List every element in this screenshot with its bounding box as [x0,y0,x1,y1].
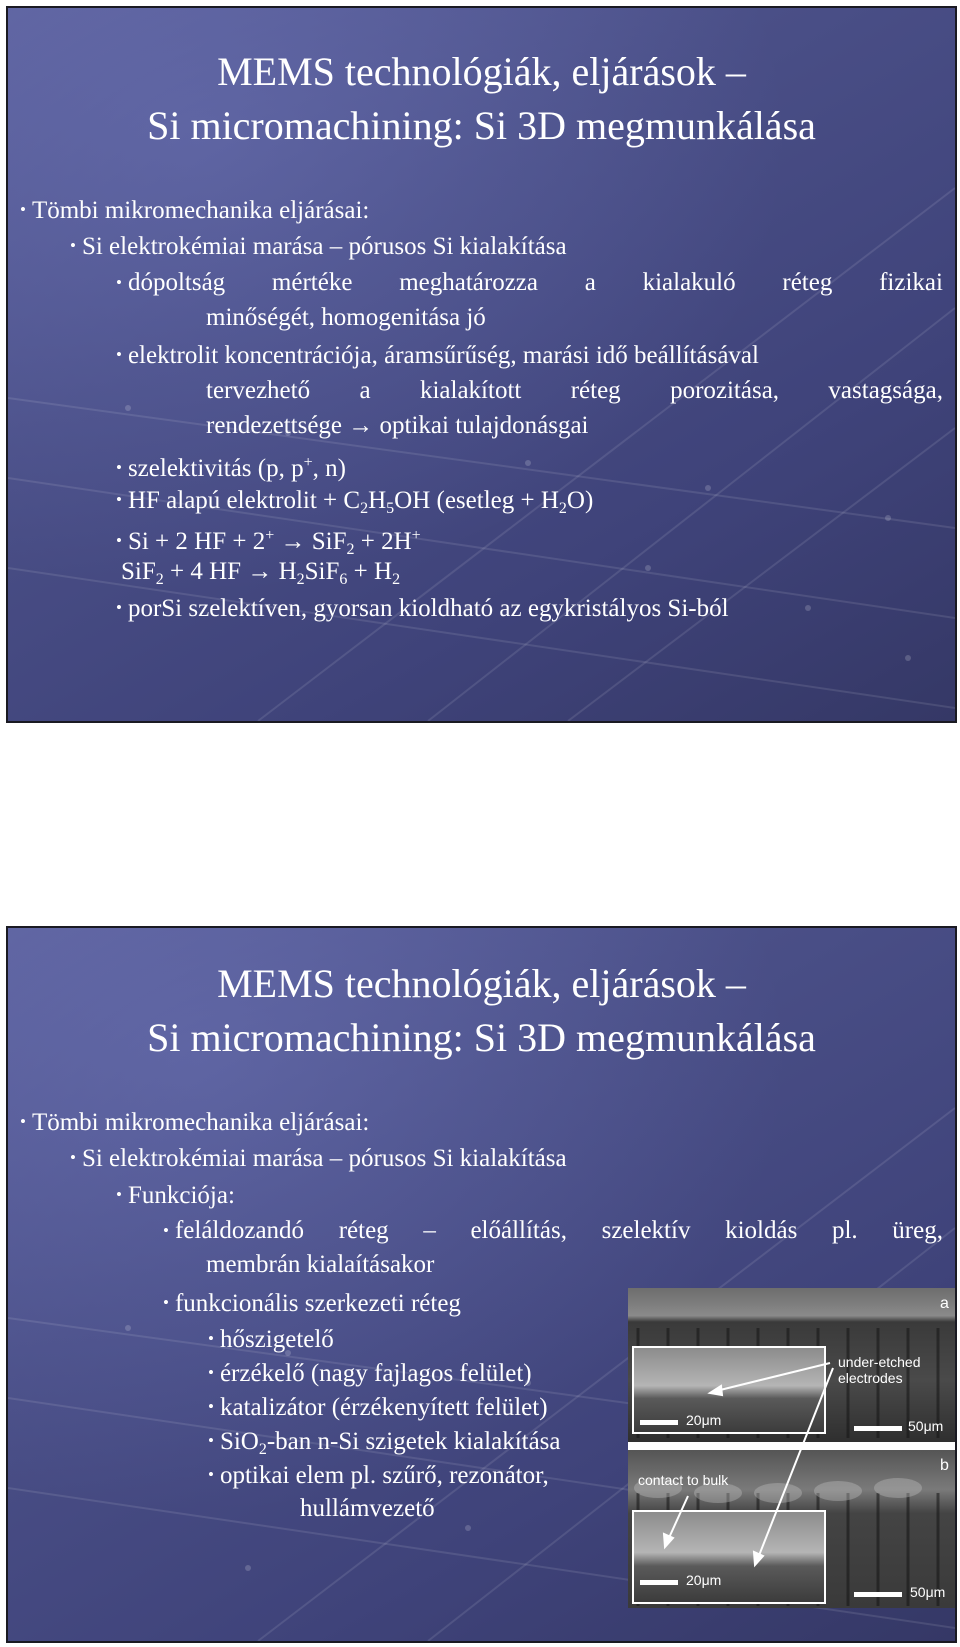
bullet-icon: • [20,200,26,219]
bullet-icon: • [116,490,122,509]
bullet-icon: • [163,1221,169,1240]
bullet-level-1 [20,195,369,226]
word: meghatározza [399,269,538,296]
word: üreg, [892,1217,943,1244]
word: porozitása, [670,377,780,404]
justified-text [128,268,943,298]
word: dópoltság [127,269,226,296]
subscript: 5 [386,500,395,517]
bullet-icon: • [20,1112,26,1131]
sem-micrograph [628,1288,956,1608]
bullet-doping-continued: minőségét, homogenitása jó [206,304,486,331]
bullet-text: hőszigetelő [219,1326,334,1353]
slide-title-line-2: Si micromachining: Si 3D megmunkálása [147,1015,816,1060]
text: + 4 HF → H [163,558,297,585]
bullet-text: katalizátor (érzékenyített felület) [219,1394,548,1421]
bullet-icon: • [116,598,122,617]
text: O) [566,487,594,514]
panel-label-b: b [940,1457,949,1474]
bullet-icon: • [208,1363,214,1382]
slide-2 [6,926,957,1643]
slide-title-line-1: MEMS technológiák, eljárások – [217,49,746,94]
slide-title-line-1: MEMS technológiák, eljárások – [217,961,746,1006]
scale-label-20um-b: 20μm [686,1572,722,1588]
bullet-electrolyte-line-2 [206,376,943,406]
bullet-sensor [208,1358,532,1389]
text: -ban n-Si szigetek kialakítása [266,1428,561,1455]
superscript: + [303,454,313,471]
word: réteg [338,1217,389,1244]
bullet-hf-electrolyte [116,485,593,524]
text: H [368,487,387,514]
word: pl. [831,1217,858,1244]
text: SiF [121,558,156,585]
bullet-text: Si elektrokémiai marása – pórusos Si kialakítása [81,233,567,260]
bullet-level-3 [116,1180,235,1211]
text: OH (esetleg + H [394,487,559,514]
subscript: 6 [339,571,348,588]
bullet-text: Funkciója: [127,1182,235,1209]
text: SiF [304,558,340,585]
bullet-sacrificial-continued: membrán kialaításakor [206,1251,435,1278]
bullet-icon: • [116,458,122,477]
word: réteg [570,377,621,404]
bullet-selectivity [116,448,346,484]
bullet-text: porSi szelektíven, gyorsan kioldható az egykristályos Si-ból [127,595,729,622]
label-under-etched: under-etched [838,1354,921,1370]
subscript: 2 [360,500,369,517]
bullet-optical [208,1460,549,1491]
bullet-icon: • [116,531,122,550]
word: kioldás [725,1217,798,1244]
word: kialakított [419,377,522,404]
word: kialakuló [642,269,736,296]
bullet-text: funkcionális szerkezeti réteg [174,1290,461,1317]
bullet-icon: • [116,273,122,292]
word: – [423,1217,436,1244]
scale-bar-20um-b [640,1580,678,1585]
bullet-text: Tömbi mikromechanika eljárásai: [31,197,370,224]
word: mértéke [271,269,353,296]
scale-label-20um-a: 20μm [686,1412,722,1428]
subscript: 2 [296,571,305,588]
word: tervezhető [206,377,311,404]
word: szelektív [601,1217,691,1244]
annotation-arrows [628,1288,956,1608]
text: HF alapú elektrolit + C [127,487,361,514]
bullet-text: érzékelő (nagy fajlagos felület) [219,1360,532,1387]
bullet-optical-continued: hullámvezető [300,1495,435,1522]
word: előállítás, [470,1217,567,1244]
bullet-electrolyte-line-3: rendezettsége → optikai tulajdonásgai [206,412,589,439]
bullet-text: Tömbi mikromechanika eljárásai: [31,1109,370,1136]
subscript: 2 [155,571,164,588]
bullet-doping [116,268,943,298]
bullet-functional [163,1288,461,1319]
subscript: 2 [558,500,567,517]
bullet-icon: • [70,236,76,255]
scale-bar-50um-b [854,1592,902,1597]
bullet-icon: • [208,1397,214,1416]
bullet-icon: • [116,345,122,364]
text: , n) [312,455,346,482]
bullet-thermal-insulator [208,1324,334,1355]
slide-1 [6,6,957,723]
word: a [359,377,371,404]
text: Si + 2 HF + 2 [127,528,266,555]
bullet-icon: • [163,1293,169,1312]
bullet-text: elektrolit koncentrációja, áramsűrűség, marási idő beállításával [127,342,759,369]
word: a [584,269,596,296]
slide-title-line-2: Si micromachining: Si 3D megmunkálása [147,103,816,148]
text: + 2H [354,528,412,555]
scale-label-50um-a: 50μm [908,1418,944,1434]
word: vastagsága, [828,377,943,404]
text: + H [347,558,393,585]
bullet-sacrificial [163,1216,943,1246]
text: → SiF [274,528,347,555]
bullet-text: optikai elem pl. szűrő, rezonátor, [219,1462,549,1489]
scale-bar-50um-a [854,1426,902,1431]
label-contact-to-bulk: contact to bulk [638,1472,729,1488]
bullet-icon: • [116,1185,122,1204]
word: fizikai [879,269,943,296]
bullet-text: Si elektrokémiai marása – pórusos Si kialakítása [81,1145,567,1172]
subscript: 2 [392,571,401,588]
bullet-level-2 [70,1143,567,1174]
bullet-icon: • [208,1431,214,1450]
panel-label-a: a [940,1295,949,1312]
subscript: 2 [258,1441,267,1458]
subscript: 2 [346,541,355,558]
bullet-catalyst [208,1392,548,1423]
text: szelektivitás (p, p [127,455,304,482]
superscript: + [411,527,421,544]
word: feláldozandó [174,1217,305,1244]
reaction-2 [121,557,400,595]
superscript: + [265,527,275,544]
scale-bar-20um-a [640,1420,678,1425]
text: SiO [219,1428,259,1455]
bullet-electrolyte [116,340,759,371]
bullet-icon: • [70,1148,76,1167]
bullet-icon: • [208,1329,214,1348]
label-electrodes: electrodes [838,1370,903,1386]
scale-label-50um-b: 50μm [910,1584,946,1600]
bullet-level-1 [20,1107,369,1138]
bullet-icon: • [208,1465,214,1484]
bullet-level-2 [70,231,567,262]
bullet-porsi [116,593,729,624]
justified-text [175,1216,943,1246]
word: réteg [782,269,833,296]
